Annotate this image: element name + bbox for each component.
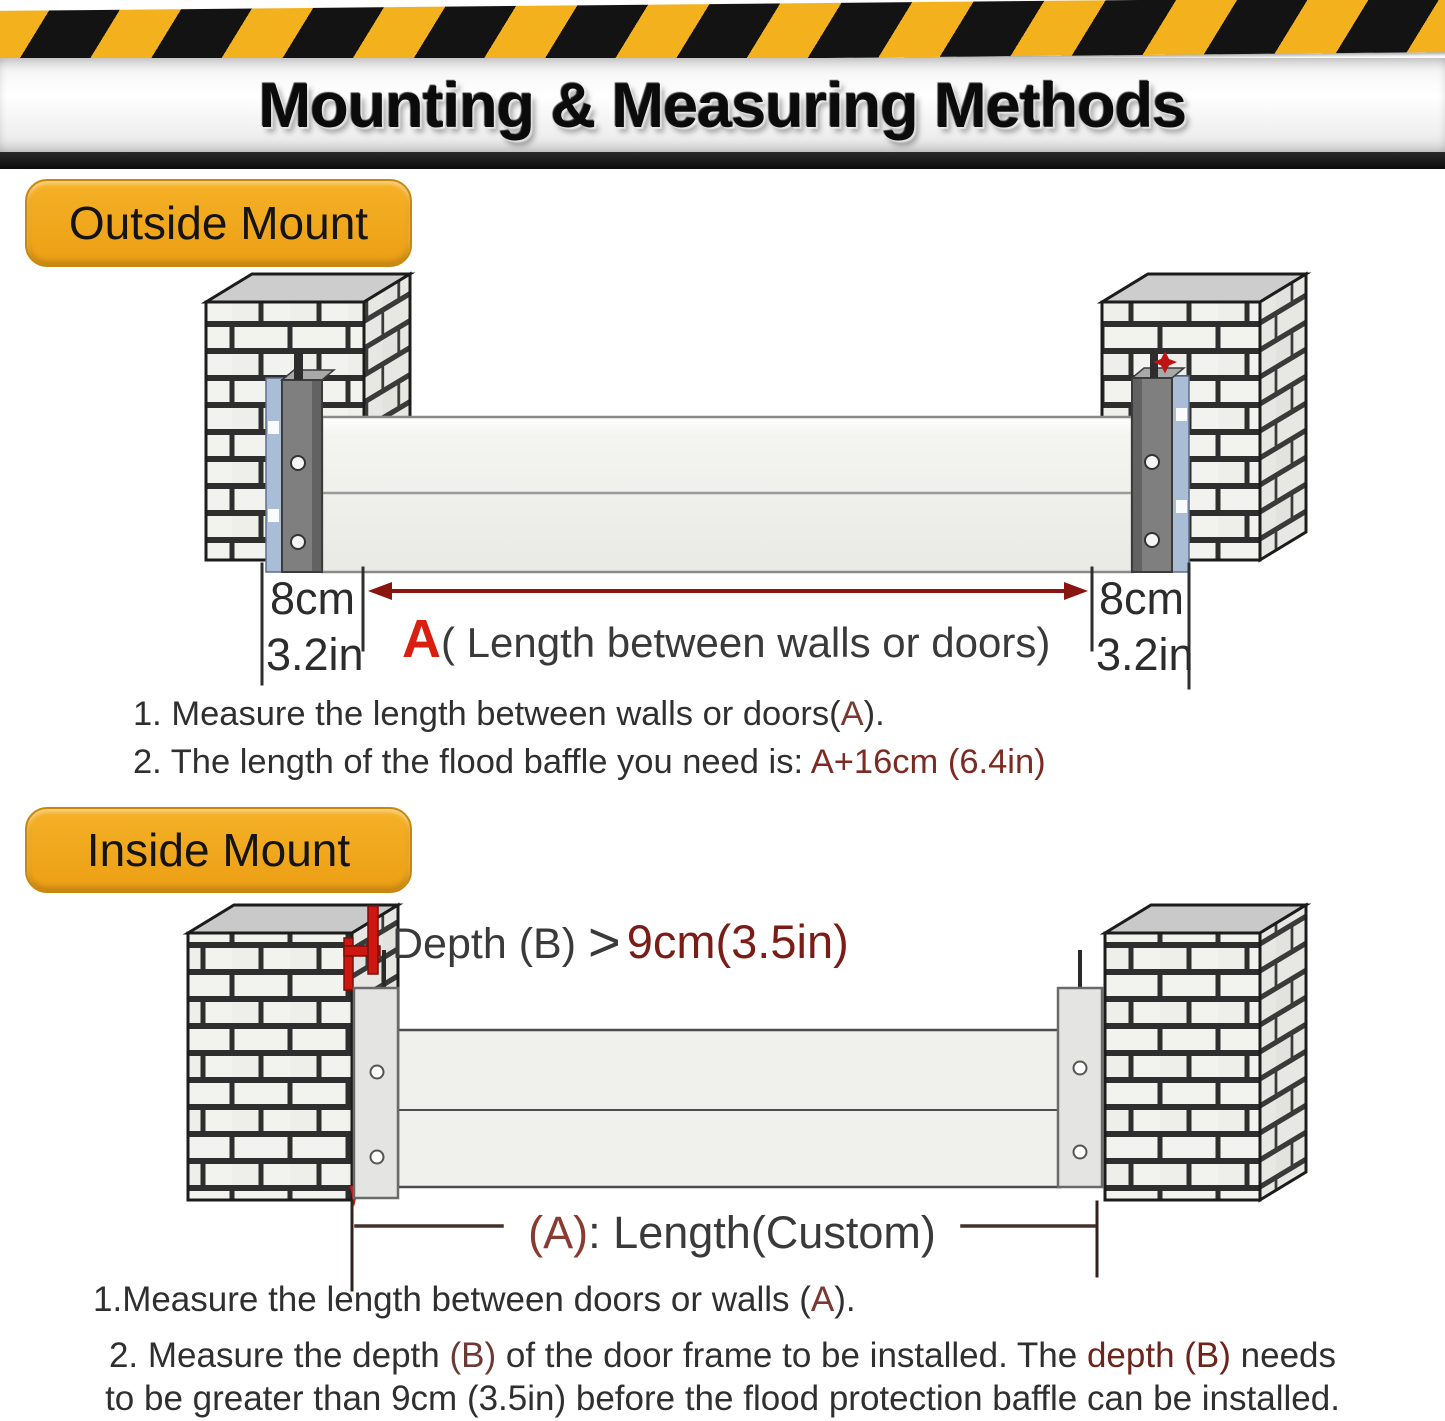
arrow-head-right <box>1064 582 1088 600</box>
outside-step2-accent: A+16cm (6.4in) <box>810 743 1046 781</box>
inside-step-2-line2: to be greater than 9cm (3.5in) before the flood protection baffle can be installed. <box>105 1379 1340 1418</box>
page-title: Mounting & Measuring Methods <box>258 70 1187 141</box>
depth-gauge-back-post <box>368 906 378 974</box>
pillar-front-face <box>188 933 352 1200</box>
seal-strip-hole <box>1176 500 1187 513</box>
barrier-plank-stack <box>398 1030 1060 1187</box>
mounting-channel <box>354 988 398 1198</box>
screw-hole <box>1145 455 1159 469</box>
outside-step-1 <box>133 690 1046 738</box>
arrow-head-left <box>368 582 392 600</box>
inside-step1-accent: A <box>810 1280 835 1319</box>
inside-measurements <box>352 1202 1097 1290</box>
outside-step2-text: 2. The length of the flood baffle you need is: <box>133 743 811 781</box>
pillar-front-face <box>1105 933 1260 1200</box>
screw-hole <box>291 535 305 549</box>
depth-value: 9cm(3.5in) <box>626 915 849 968</box>
screw-hole <box>1074 1146 1087 1159</box>
length-label-accent: (A) <box>528 1207 589 1258</box>
seal-strip-hole <box>268 421 279 434</box>
outside-step1-end: ). <box>863 695 885 733</box>
inside-mount-diagram <box>188 905 1306 1290</box>
screw-hole <box>1145 533 1159 547</box>
depth-label-text: Depth (B) <box>392 920 577 968</box>
inside-flood-barrier-planks <box>398 1030 1060 1187</box>
screw-hole <box>371 1151 384 1164</box>
inside-step-1 <box>93 1280 856 1320</box>
span-length-text: ( Length between walls or doors) <box>441 619 1051 666</box>
span-length-label <box>402 609 1050 669</box>
locking-pin <box>1078 950 1082 988</box>
outside-mount-badge-label: Outside Mount <box>68 197 369 249</box>
left-offset-in-label: 3.2in <box>266 629 364 680</box>
inside-step2-s4: needs <box>1230 1336 1337 1375</box>
outside-mount-diagram <box>206 274 1306 688</box>
seal-strip-hole <box>268 509 279 522</box>
outside-step-2 <box>133 738 1046 786</box>
inside-left-mounting-channel <box>354 950 398 1198</box>
pillar-side-face <box>1260 274 1306 560</box>
inside-step1-end: ). <box>834 1280 856 1319</box>
inside-mount-badge-label: Inside Mount <box>86 824 351 876</box>
right-offset-in-label: 3.2in <box>1096 629 1194 680</box>
outside-mount-steps <box>133 690 1046 786</box>
right-offset-cm-label: 8cm <box>1099 573 1185 624</box>
screw-hole <box>371 1066 384 1079</box>
inside-step1-text: 1.Measure the length between doors or walls ( <box>93 1280 811 1319</box>
outside-right-mounting-channel <box>1132 351 1189 572</box>
seal-strip <box>266 378 283 572</box>
locking-pin <box>294 352 303 380</box>
inside-right-mounting-channel <box>1058 950 1102 1187</box>
outside-measurements <box>262 564 1194 688</box>
inside-right-brick-pillar <box>1105 905 1306 1200</box>
length-label-text: : Length(Custom) <box>588 1207 936 1258</box>
pillar-side-face <box>1260 905 1306 1200</box>
bracket-edge-shade <box>312 381 321 571</box>
left-offset-cm-label: 8cm <box>270 573 356 624</box>
locking-pin <box>1150 352 1158 378</box>
outside-step1-accent: A <box>840 695 864 733</box>
seal-strip-hole <box>1176 408 1187 421</box>
inside-step2-s3: depth (B) <box>1086 1336 1231 1375</box>
inside-step-2-line1 <box>0 1336 1445 1376</box>
greater-than-symbol: > <box>588 910 621 973</box>
outside-step1-text: 1. Measure the length between walls or doors( <box>133 695 841 733</box>
seal-strip <box>1172 376 1189 572</box>
inside-step2-s2: of the door frame to be installed. The <box>496 1336 1087 1375</box>
screw-hole <box>291 456 305 470</box>
locking-pin <box>382 950 386 990</box>
bracket-edge-shade <box>1133 379 1142 571</box>
length-label <box>528 1207 936 1258</box>
inside-step2-s1: (B) <box>449 1336 497 1375</box>
depth-label <box>392 910 849 973</box>
barrier-plank-stack <box>322 417 1132 572</box>
outside-flood-barrier-planks <box>322 417 1132 572</box>
span-length-accent: A <box>402 609 441 669</box>
screw-hole <box>1074 1062 1087 1075</box>
inside-step2-s0: 2. Measure the depth <box>108 1336 450 1375</box>
